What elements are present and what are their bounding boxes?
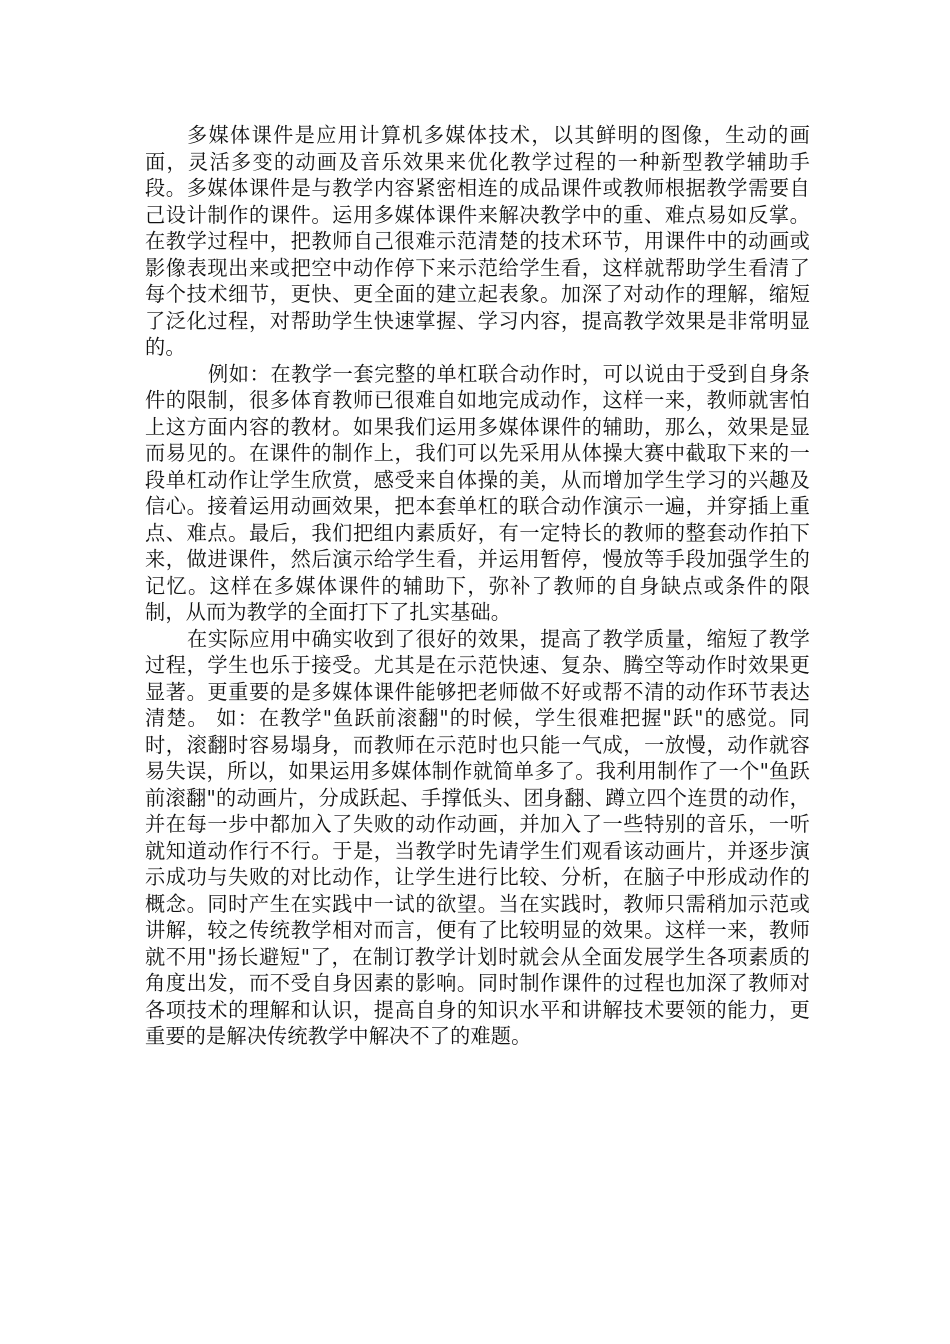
paragraph-2: 例如：在教学一套完整的单杠联合动作时，可以说由于受到自身条件的限制，很多体育教师已很难自如地完成动作，这样一来，教师就害怕上这方面内容的教材。如果我们运用多媒体课件的辅助，那么，效果是显而易见的。在课件的制作上，我们可以先采用从体操大赛中截取下来的一段单杠动作让学生欣赏，感受来自体操的美，从而增加学生学习的兴趣及信心。接着运用动画效果，把本套单杠的联合动作演示一遍，并穿插上重点、难点。最后，我们把组内素质好，有一定特长的教师的整套动作拍下来，做进课件，然后演示给学生看，并运用暂停，慢放等手段加强学生的记忆。这样在多媒体课件的辅助下，弥补了教师的自身缺点或条件的限制，从而为教学的全面打下了扎实基础。	[145, 361, 810, 624]
paragraph-3: 在实际应用中确实收到了很好的效果，提高了教学质量，缩短了教学过程，学生也乐于接受。尤其是在示范快速、复杂、腾空等动作时效果更显著。更重要的是多媒体课件能够把老师做不好或帮不清的动作环节表达清楚。 如：在教学"鱼跃前滚翻"的时候，学生很难把握"跃"的感觉。同时，滚翻时容易塌身，而教师在示范时也只能一气成，一放慢，动作就容易失误，所以，如果运用多媒体制作就简单多了。我利用制作了一个"鱼跃前滚翻"的动画片，分成跃起、手撑低头、团身翻、蹲立四个连贯的动作，并在每一步中都加入了失败的动作动画，并加入了一些特别的音乐，一听就知道动作行不行。于是，当教学时先请学生们观看该动画片，并逐步演示成功与失败的对比动作，让学生进行比较、分析，在脑子中形成动作的概念。同时产生在实践中一试的欲望。当在实践时，教师只需稍加示范或讲解，较之传统教学相对而言，便有了比较明显的效果。这样一来，教师就不用"扬长避短"了，在制订教学计划时就会从全面发展学生各项素质的角度出发，而不受自身因素的影响。同时制作课件的过程也加深了教师对各项技术的理解和认识，提高自身的知识水平和讲解技术要领的能力，更重要的是解决传统教学中解决不了的难题。	[145, 626, 810, 1048]
document-body	[145, 122, 810, 1050]
paragraph-1: 多媒体课件是应用计算机多媒体技术，以其鲜明的图像，生动的画面，灵活多变的动画及音乐效果来优化教学过程的一种新型教学辅助手段。多媒体课件是与教学内容紧密相连的成品课件或教师根据教学需要自己设计制作的课件。运用多媒体课件来解决教学中的重、难点易如反掌。在教学过程中，把教师自己很难示范清楚的技术环节，用课件中的动画或影像表现出来或把空中动作停下来示范给学生看，这样就帮助学生看清了每个技术细节，更快、更全面的建立起表象。加深了对动作的理解，缩短了泛化过程，对帮助学生快速掌握、学习内容，提高教学效果是非常明显的。	[145, 123, 810, 359]
